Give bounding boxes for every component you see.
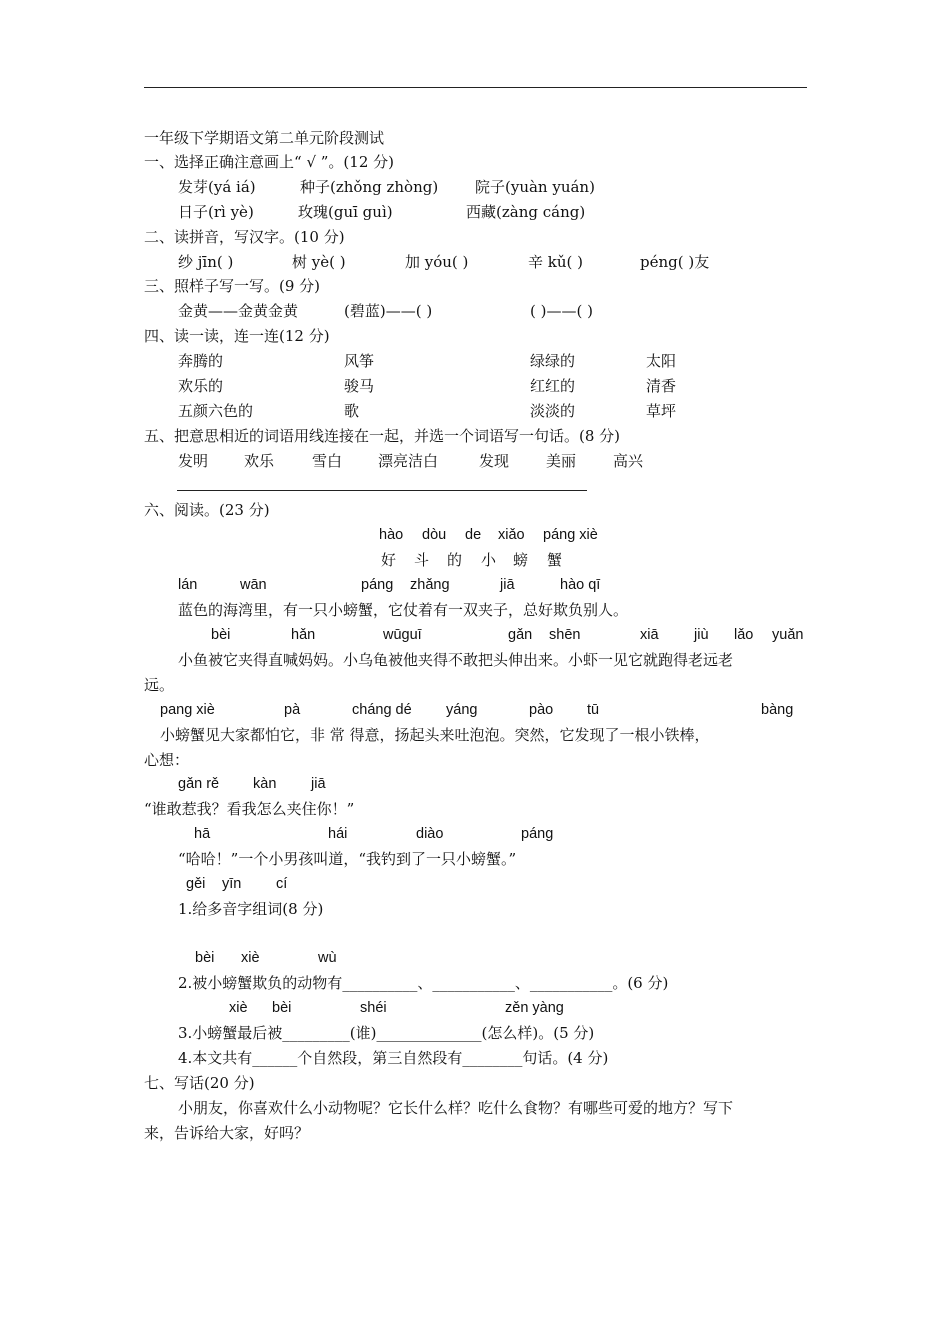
s5-word: 漂亮洁白 — [378, 452, 439, 470]
pinyin: hái — [328, 826, 348, 842]
pinyin: pang xiè — [160, 702, 215, 718]
s4-word: 绿绿的 — [530, 352, 576, 370]
section-3-heading: 三、照样子写一写。(9 分) — [144, 277, 321, 295]
s3-question: (碧蓝)——( ) — [344, 302, 433, 320]
question-2: 2.被小螃蟹欺负的动物有__________、___________、___________。(6 分) — [178, 974, 669, 992]
pinyin: yīn — [222, 876, 242, 892]
pinyin: páng — [361, 577, 394, 593]
s5-word: 高兴 — [613, 452, 644, 470]
story-paragraph-2-cont: 远。 — [144, 676, 175, 694]
pinyin: wūguī — [383, 627, 422, 643]
story-title-char: 的 — [447, 551, 463, 569]
pinyin: gěi — [186, 876, 206, 892]
story-title-char: 小 — [481, 551, 497, 569]
story-title-char: 斗 — [414, 551, 430, 569]
pinyin: wù — [318, 950, 337, 966]
story-paragraph-2: 小鱼被它夹得直喊妈妈。小乌龟被他夹得不敢把头伸出来。小虾一见它就跑得老远老 — [178, 651, 734, 669]
pinyin: zěn yàng — [505, 1000, 564, 1016]
pinyin: hǎn — [291, 627, 316, 643]
pinyin: shēn — [549, 627, 581, 643]
pinyin: tū — [587, 702, 600, 718]
pinyin: bàng — [761, 702, 794, 718]
story-title-char: 蟹 — [547, 551, 563, 569]
pinyin: bèi — [195, 950, 215, 966]
pinyin: zhǎng — [410, 577, 450, 593]
title-pinyin: hào — [379, 527, 404, 543]
s4-word: 骏马 — [344, 377, 375, 395]
s4-word: 风筝 — [344, 352, 375, 370]
answer-line — [177, 490, 587, 491]
s2-item: péng( )友 — [640, 253, 710, 271]
story-paragraph-5: “哈哈！”一个小男孩叫道，“我钓到了一只小螃蟹。” — [178, 850, 517, 868]
pinyin: cháng dé — [352, 702, 412, 718]
title-pinyin: páng xiè — [543, 527, 598, 543]
story-paragraph-1: 蓝色的海湾里，有一只小螃蟹，它仗着有一双夹子，总好欺负别人。 — [178, 601, 629, 619]
pinyin: xiè — [229, 1000, 248, 1016]
s2-item: 纱 jīn( ) — [178, 253, 234, 271]
writing-prompt-cont: 来，告诉给大家，好吗？ — [144, 1124, 310, 1142]
s5-word: 欢乐 — [244, 452, 275, 470]
s4-word: 清香 — [646, 377, 677, 395]
pinyin: hào qī — [560, 577, 601, 593]
s4-word: 草坪 — [646, 402, 677, 420]
s5-word: 发明 — [178, 452, 209, 470]
s3-example: 金黄——金黄金黄 — [178, 302, 299, 320]
s4-word: 奔腾的 — [178, 352, 224, 370]
s4-word: 淡淡的 — [530, 402, 576, 420]
pinyin: lán — [178, 577, 198, 593]
s4-word: 红红的 — [530, 377, 576, 395]
pinyin: shéi — [360, 1000, 387, 1016]
s5-word: 美丽 — [546, 452, 577, 470]
title-pinyin: dòu — [422, 527, 447, 543]
title-pinyin: de — [465, 527, 482, 543]
pinyin: diào — [416, 826, 444, 842]
section-5-heading: 五、把意思相近的词语用线连接在一起，并选一个词语写一句话。(8 分) — [144, 427, 621, 445]
pinyin: pà — [284, 702, 301, 718]
s4-word: 歌 — [344, 402, 360, 420]
s5-word: 雪白 — [312, 452, 343, 470]
pinyin: xiā — [640, 627, 659, 643]
pinyin: gǎn rě — [178, 776, 220, 792]
s2-item: 加 yóu( ) — [405, 253, 469, 271]
header-rule — [144, 87, 807, 88]
s3-question: ( )——( ) — [530, 302, 593, 320]
pinyin: pào — [529, 702, 554, 718]
pinyin: lǎo — [734, 627, 754, 643]
pinyin: jiā — [500, 577, 515, 593]
page-title: 一年级下学期语文第二单元阶段测试 — [144, 129, 385, 147]
s1-item: 西藏(zàng cáng) — [466, 203, 586, 221]
pinyin: yuǎn — [772, 627, 804, 643]
question-1: 1.给多音字组词(8 分) — [178, 900, 324, 918]
section-6-heading: 六、阅读。(23 分) — [144, 501, 270, 519]
section-4-heading: 四、读一读，连一连(12 分) — [144, 327, 330, 345]
pinyin: gǎn — [508, 627, 533, 643]
story-quote: “谁敢惹我？看我怎么夹住你！” — [144, 800, 355, 818]
pinyin: páng — [521, 826, 554, 842]
s4-word: 五颜六色的 — [178, 402, 254, 420]
story-paragraph-3: 小螃蟹见大家都怕它，非 常 得意，扬起头来吐泡泡。突然，它发现了一根小铁棒， — [160, 726, 710, 744]
pinyin: bèi — [272, 1000, 292, 1016]
writing-prompt: 小朋友，你喜欢什么小动物呢？它长什么样？吃什么食物？有哪些可爱的地方？写下 — [178, 1099, 734, 1117]
s1-item: 院子(yuàn yuán) — [475, 178, 595, 196]
pinyin: yáng — [446, 702, 478, 718]
s4-word: 太阳 — [646, 352, 677, 370]
story-title-char: 好 — [381, 551, 397, 569]
title-pinyin: xiǎo — [498, 527, 525, 543]
s1-item: 种子(zhǒng zhòng) — [300, 178, 439, 196]
section-1-heading: 一、选择正确注意画上“ √ ”。(12 分) — [144, 153, 394, 171]
section-7-heading: 七、写话(20 分) — [144, 1074, 255, 1092]
question-3: 3.小螃蟹最后被_________(谁)______________(怎么样)。(5 分) — [178, 1024, 595, 1042]
s1-item: 日子(rì yè) — [178, 203, 254, 221]
pinyin: jiā — [311, 776, 326, 792]
pinyin: hā — [194, 826, 211, 842]
pinyin: xiè — [241, 950, 260, 966]
story-title-char: 螃 — [513, 551, 529, 569]
pinyin: wān — [240, 577, 267, 593]
story-paragraph-3-cont: 心想： — [144, 751, 190, 769]
pinyin: kàn — [253, 776, 277, 792]
section-2-heading: 二、读拼音，写汉字。(10 分) — [144, 228, 345, 246]
pinyin: cí — [276, 876, 288, 892]
s1-item: 发芽(yá iá) — [178, 178, 256, 196]
s2-item: 树 yè( ) — [292, 253, 346, 271]
s1-item: 玫瑰(guī guì) — [298, 203, 393, 221]
s2-item: 辛 kǔ( ) — [528, 253, 583, 271]
pinyin: jiù — [694, 627, 709, 643]
s4-word: 欢乐的 — [178, 377, 224, 395]
s5-word: 发现 — [479, 452, 510, 470]
pinyin: bèi — [211, 627, 231, 643]
question-4: 4.本文共有______个自然段，第三自然段有________句话。(4 分) — [178, 1049, 609, 1067]
